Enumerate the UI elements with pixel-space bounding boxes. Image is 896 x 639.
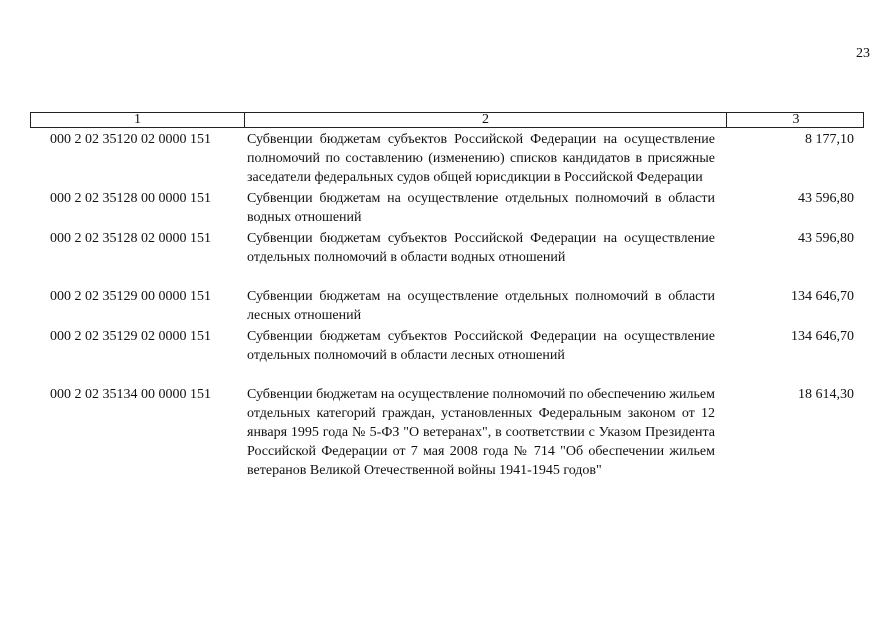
row-amount: 8 177,10 — [805, 132, 854, 147]
row-description: Субвенции бюджетам субъектов Российской Федерации на осуществление полномочий по составлению (изменению) списков кандидатов в присяжные заседатели федеральных судов общей юрисдикции в Российской Федерации — [247, 132, 715, 185]
budget-code: 000 2 02 35134 00 0000 151 — [50, 387, 211, 402]
page-number: 23 — [856, 46, 870, 61]
table-column-header — [30, 112, 864, 128]
row-amount: 134 646,70 — [791, 329, 854, 344]
table-body — [30, 130, 864, 480]
row-description: Субвенции бюджетам субъектов Российской Федерации на осуществление отдельных полномочий в области лесных отношений — [247, 329, 715, 363]
budget-code: 000 2 02 35128 02 0000 151 — [50, 231, 211, 246]
table-row — [30, 385, 864, 480]
row-description: Субвенции бюджетам на осуществление отдельных полномочий в области водных отношений — [247, 191, 715, 225]
table-row — [30, 287, 864, 325]
budget-code: 000 2 02 35120 02 0000 151 — [50, 132, 211, 147]
table-row — [30, 327, 864, 365]
table-row — [30, 189, 864, 227]
row-description: Субвенции бюджетам на осуществление полномочий по обеспечению жильем отдельных категорий граждан, установленных Федеральным законом от 12 января 1995 года № 5-ФЗ "О ветеранах", в соответствии с Указом Президента Российской Федерации от 7 мая 2008 года № 714 "Об обеспечении жильем ветеранов Великой Отечественной войны 1941-1945 годов" — [247, 387, 715, 478]
table-row — [30, 229, 864, 267]
column-header-3: 3 — [726, 113, 865, 127]
budget-code: 000 2 02 35129 00 0000 151 — [50, 289, 211, 304]
table-row — [30, 130, 864, 187]
row-description: Субвенции бюджетам субъектов Российской Федерации на осуществление отдельных полномочий в области водных отношений — [247, 231, 715, 265]
row-amount: 43 596,80 — [798, 191, 854, 206]
row-amount: 43 596,80 — [798, 231, 854, 246]
budget-code: 000 2 02 35129 02 0000 151 — [50, 329, 211, 344]
row-description: Субвенции бюджетам на осуществление отдельных полномочий в области лесных отношений — [247, 289, 715, 323]
column-header-2: 2 — [244, 113, 726, 127]
budget-code: 000 2 02 35128 00 0000 151 — [50, 191, 211, 206]
row-amount: 18 614,30 — [798, 387, 854, 402]
column-header-1: 1 — [134, 112, 141, 127]
row-amount: 134 646,70 — [791, 289, 854, 304]
